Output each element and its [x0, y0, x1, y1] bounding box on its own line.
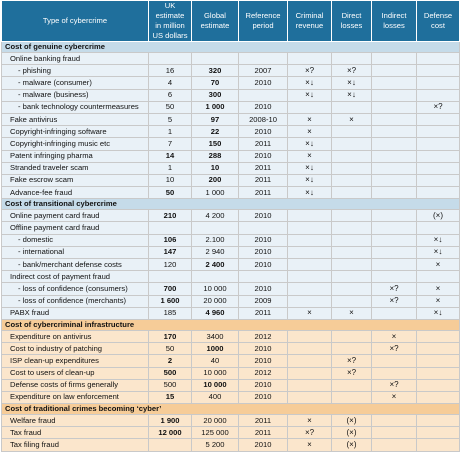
- cell-period: 2008-10: [239, 113, 288, 125]
- row-label: Expenditure on antivirus: [2, 330, 149, 342]
- cell-indirect: [372, 234, 417, 246]
- cell-criminal: [288, 391, 332, 403]
- cell-defense: [417, 391, 460, 403]
- cell-period: [239, 222, 288, 234]
- row-label: Defense costs of firms generally: [2, 379, 149, 391]
- cell-criminal: [288, 355, 332, 367]
- cell-direct: [332, 138, 372, 150]
- cell-direct: (×): [332, 415, 372, 427]
- cell-criminal: [288, 283, 332, 295]
- cell-uk: 1: [149, 162, 192, 174]
- cell-defense: ×↓: [417, 234, 460, 246]
- header-uk-estimate: UK estimate in million US dollars: [149, 1, 192, 42]
- row-label: - loss of confidence (merchants): [2, 295, 149, 307]
- cell-global: 2 400: [192, 259, 239, 271]
- cell-global: 4 960: [192, 307, 239, 319]
- cell-criminal: ×?: [288, 427, 332, 439]
- cell-defense: ×?: [417, 101, 460, 113]
- cell-criminal: [288, 101, 332, 113]
- cell-uk: 50: [149, 187, 192, 199]
- cell-period: [239, 89, 288, 101]
- row-label: - malware (consumer): [2, 77, 149, 89]
- cell-defense: [417, 439, 460, 451]
- cell-criminal: [288, 330, 332, 342]
- table-row: [2, 101, 460, 113]
- cell-global: 288: [192, 150, 239, 162]
- cell-indirect: ×?: [372, 343, 417, 355]
- cell-direct: [332, 53, 372, 65]
- cell-global: 150: [192, 138, 239, 150]
- section-title: Cost of genuine cybercrime: [2, 42, 460, 53]
- cell-period: 2010: [239, 343, 288, 355]
- cell-defense: [417, 343, 460, 355]
- cell-uk: 185: [149, 307, 192, 319]
- section-title: Cost of traditional crimes becoming ‘cyber’: [2, 404, 460, 415]
- header-defense-cost: Defense cost: [417, 1, 460, 42]
- cell-global: [192, 53, 239, 65]
- cell-uk: 6: [149, 89, 192, 101]
- cell-direct: [332, 150, 372, 162]
- table-row: [2, 259, 460, 271]
- cell-direct: [332, 330, 372, 342]
- table-row: [2, 271, 460, 283]
- cell-period: 2010: [239, 101, 288, 113]
- cell-direct: ×: [332, 113, 372, 125]
- cell-period: 2007: [239, 65, 288, 77]
- table-row: [2, 65, 460, 77]
- cell-criminal: ×↓: [288, 187, 332, 199]
- cell-defense: [417, 138, 460, 150]
- table-row: [2, 138, 460, 150]
- table-row: [2, 53, 460, 65]
- row-label: - phishing: [2, 65, 149, 77]
- row-label: Online banking fraud: [2, 53, 149, 65]
- cell-indirect: [372, 415, 417, 427]
- row-label: - international: [2, 246, 149, 258]
- cell-period: 2010: [239, 210, 288, 222]
- cell-period: 2011: [239, 427, 288, 439]
- cell-uk: 5: [149, 113, 192, 125]
- cell-uk: 12 000: [149, 427, 192, 439]
- cell-uk: 1 600: [149, 295, 192, 307]
- cell-criminal: [288, 234, 332, 246]
- header-reference-period: Reference period: [239, 1, 288, 42]
- row-label: Fake antivirus: [2, 113, 149, 125]
- cell-period: 2010: [239, 77, 288, 89]
- cell-direct: [332, 234, 372, 246]
- row-label: - bank technology countermeasures: [2, 101, 149, 113]
- table-row: [2, 222, 460, 234]
- cell-indirect: [372, 89, 417, 101]
- cell-criminal: ×: [288, 113, 332, 125]
- table-row: [2, 246, 460, 258]
- cell-criminal: [288, 295, 332, 307]
- cell-period: [239, 271, 288, 283]
- table-row: [2, 427, 460, 439]
- row-label: Cost to users of clean-up: [2, 367, 149, 379]
- table-body: [2, 42, 460, 452]
- cell-direct: [332, 187, 372, 199]
- row-label: Copyright-infringing software: [2, 126, 149, 138]
- row-label: Tax filing fraud: [2, 439, 149, 451]
- cell-criminal: [288, 53, 332, 65]
- cell-direct: [332, 295, 372, 307]
- cell-period: 2009: [239, 295, 288, 307]
- cell-period: 2010: [239, 150, 288, 162]
- cell-uk: 120: [149, 259, 192, 271]
- cell-defense: [417, 65, 460, 77]
- cell-period: 2010: [239, 355, 288, 367]
- table-row: [2, 307, 460, 319]
- cell-criminal: ×↓: [288, 138, 332, 150]
- cell-global: 10 000: [192, 379, 239, 391]
- cell-criminal: ×↓: [288, 162, 332, 174]
- cell-defense: ×: [417, 283, 460, 295]
- cell-indirect: ×?: [372, 379, 417, 391]
- cell-global: [192, 271, 239, 283]
- cell-defense: [417, 427, 460, 439]
- cell-indirect: ×?: [372, 283, 417, 295]
- header-indirect-losses: Indirect losses: [372, 1, 417, 42]
- table-row: [2, 89, 460, 101]
- cell-direct: [332, 126, 372, 138]
- cell-criminal: [288, 367, 332, 379]
- cell-indirect: [372, 150, 417, 162]
- table-row: [2, 330, 460, 342]
- cell-indirect: [372, 77, 417, 89]
- row-label: Cost to industry of patching: [2, 343, 149, 355]
- row-label: Copyright-infringing music etc: [2, 138, 149, 150]
- cell-global: 20 000: [192, 295, 239, 307]
- section-header-row: [2, 319, 460, 330]
- cell-indirect: [372, 307, 417, 319]
- cell-direct: [332, 174, 372, 186]
- cell-direct: ×?: [332, 65, 372, 77]
- cell-uk: 15: [149, 391, 192, 403]
- cell-defense: [417, 174, 460, 186]
- cell-global: 10 000: [192, 367, 239, 379]
- cell-uk: [149, 271, 192, 283]
- cell-period: 2010: [239, 126, 288, 138]
- cell-defense: [417, 187, 460, 199]
- row-label: - loss of confidence (consumers): [2, 283, 149, 295]
- cell-defense: [417, 271, 460, 283]
- cell-indirect: [372, 271, 417, 283]
- cell-period: 2010: [239, 379, 288, 391]
- cell-period: [239, 53, 288, 65]
- cell-indirect: [372, 259, 417, 271]
- cell-uk: [149, 439, 192, 451]
- row-label: ISP clean-up expenditures: [2, 355, 149, 367]
- table-row: [2, 295, 460, 307]
- row-label: - malware (business): [2, 89, 149, 101]
- cell-direct: (×): [332, 439, 372, 451]
- table-row: [2, 174, 460, 186]
- cell-period: 2010: [239, 439, 288, 451]
- table-row: [2, 367, 460, 379]
- cell-criminal: ×: [288, 415, 332, 427]
- section-title: Cost of transitional cybercrime: [2, 199, 460, 210]
- row-label: - bank/merchant defense costs: [2, 259, 149, 271]
- table-row: [2, 391, 460, 403]
- cell-direct: ×↓: [332, 89, 372, 101]
- cell-global: 4 200: [192, 210, 239, 222]
- cell-period: 2010: [239, 259, 288, 271]
- cell-global: 20 000: [192, 415, 239, 427]
- cell-uk: [149, 222, 192, 234]
- cell-global: [192, 222, 239, 234]
- cell-indirect: [372, 138, 417, 150]
- cell-period: 2010: [239, 246, 288, 258]
- cell-uk: 1 900: [149, 415, 192, 427]
- cell-indirect: [372, 222, 417, 234]
- row-label: Fake escrow scam: [2, 174, 149, 186]
- cybercrime-cost-table-container: [1, 0, 459, 452]
- row-label: Welfare fraud: [2, 415, 149, 427]
- cell-direct: ×?: [332, 367, 372, 379]
- cell-uk: 700: [149, 283, 192, 295]
- cell-uk: 500: [149, 379, 192, 391]
- cell-indirect: [372, 187, 417, 199]
- cell-direct: ×↓: [332, 77, 372, 89]
- cell-uk: 170: [149, 330, 192, 342]
- cell-criminal: ×: [288, 150, 332, 162]
- row-label: Advance-fee fraud: [2, 187, 149, 199]
- cell-uk: 14: [149, 150, 192, 162]
- cell-defense: [417, 222, 460, 234]
- cell-global: 10: [192, 162, 239, 174]
- cell-defense: [417, 89, 460, 101]
- cell-criminal: [288, 259, 332, 271]
- cell-indirect: [372, 65, 417, 77]
- cell-global: 3400: [192, 330, 239, 342]
- cell-direct: [332, 222, 372, 234]
- cell-indirect: [372, 367, 417, 379]
- cell-global: 2.100: [192, 234, 239, 246]
- cell-uk: [149, 53, 192, 65]
- cell-defense: ×: [417, 295, 460, 307]
- cell-defense: [417, 379, 460, 391]
- section-header-row: [2, 404, 460, 415]
- cell-direct: [332, 283, 372, 295]
- cell-global: 97: [192, 113, 239, 125]
- cell-criminal: ×: [288, 307, 332, 319]
- cell-defense: [417, 126, 460, 138]
- cell-uk: 210: [149, 210, 192, 222]
- cell-criminal: [288, 246, 332, 258]
- cell-period: 2011: [239, 162, 288, 174]
- cell-indirect: [372, 113, 417, 125]
- cell-defense: (×): [417, 210, 460, 222]
- cell-indirect: ×?: [372, 295, 417, 307]
- cell-direct: [332, 391, 372, 403]
- cell-period: 2010: [239, 391, 288, 403]
- cell-direct: [332, 259, 372, 271]
- cell-defense: [417, 162, 460, 174]
- cell-defense: ×↓: [417, 307, 460, 319]
- cell-global: 320: [192, 65, 239, 77]
- cell-global: 2 940: [192, 246, 239, 258]
- cell-global: 5 200: [192, 439, 239, 451]
- cell-global: 400: [192, 391, 239, 403]
- table-row: [2, 283, 460, 295]
- header-criminal-revenue: Criminal revenue: [288, 1, 332, 42]
- cell-criminal: ×↓: [288, 89, 332, 101]
- cell-global: 300: [192, 89, 239, 101]
- row-label: Tax fraud: [2, 427, 149, 439]
- cell-global: 22: [192, 126, 239, 138]
- cell-uk: 50: [149, 101, 192, 113]
- cell-indirect: ×: [372, 391, 417, 403]
- cell-period: 2011: [239, 174, 288, 186]
- cell-indirect: [372, 210, 417, 222]
- table-row: [2, 77, 460, 89]
- row-label: PABX fraud: [2, 307, 149, 319]
- header-direct-losses: Direct losses: [332, 1, 372, 42]
- cell-direct: [332, 343, 372, 355]
- cell-global: 200: [192, 174, 239, 186]
- row-label: Offline payment card fraud: [2, 222, 149, 234]
- cell-defense: [417, 367, 460, 379]
- cell-direct: [332, 210, 372, 222]
- cell-period: 2011: [239, 415, 288, 427]
- cell-global: 125 000: [192, 427, 239, 439]
- table-row: [2, 439, 460, 451]
- cell-uk: 147: [149, 246, 192, 258]
- cell-defense: [417, 77, 460, 89]
- cell-criminal: ×: [288, 439, 332, 451]
- cell-defense: [417, 150, 460, 162]
- cell-direct: [332, 162, 372, 174]
- section-header-row: [2, 42, 460, 53]
- cell-direct: (×): [332, 427, 372, 439]
- cell-indirect: [372, 101, 417, 113]
- cell-global: 10 000: [192, 283, 239, 295]
- header-global-estimate: Global estimate: [192, 1, 239, 42]
- cell-uk: 500: [149, 367, 192, 379]
- cell-uk: 1: [149, 126, 192, 138]
- cell-global: 70: [192, 77, 239, 89]
- cell-criminal: ×↓: [288, 77, 332, 89]
- cell-criminal: ×?: [288, 65, 332, 77]
- cell-defense: ×: [417, 259, 460, 271]
- row-label: Expenditure on law enforcement: [2, 391, 149, 403]
- cell-direct: ×?: [332, 355, 372, 367]
- cell-global: 1000: [192, 343, 239, 355]
- header-type: Type of cybercrime: [2, 1, 149, 42]
- table-row: [2, 113, 460, 125]
- table-row: [2, 343, 460, 355]
- cell-indirect: [372, 427, 417, 439]
- cell-global: 1 000: [192, 101, 239, 113]
- cell-indirect: ×: [372, 330, 417, 342]
- table-row: [2, 379, 460, 391]
- cell-criminal: [288, 271, 332, 283]
- table-row: [2, 126, 460, 138]
- row-label: Stranded traveler scam: [2, 162, 149, 174]
- cell-indirect: [372, 53, 417, 65]
- cell-criminal: [288, 379, 332, 391]
- cell-defense: [417, 355, 460, 367]
- row-label: Patent infringing pharma: [2, 150, 149, 162]
- cell-defense: [417, 113, 460, 125]
- table-row: [2, 162, 460, 174]
- cell-criminal: ×: [288, 126, 332, 138]
- cell-global: 1 000: [192, 187, 239, 199]
- cell-indirect: [372, 246, 417, 258]
- section-header-row: [2, 199, 460, 210]
- cell-defense: [417, 415, 460, 427]
- cell-uk: 10: [149, 174, 192, 186]
- cell-direct: ×: [332, 307, 372, 319]
- cell-uk: 106: [149, 234, 192, 246]
- table-row: [2, 150, 460, 162]
- row-label: Online payment card fraud: [2, 210, 149, 222]
- cell-period: 2011: [239, 138, 288, 150]
- cell-uk: 16: [149, 65, 192, 77]
- cell-direct: [332, 101, 372, 113]
- section-title: Cost of cybercriminal infrastructure: [2, 319, 460, 330]
- cell-uk: 2: [149, 355, 192, 367]
- cell-defense: [417, 53, 460, 65]
- cell-uk: 50: [149, 343, 192, 355]
- cell-direct: [332, 379, 372, 391]
- cell-indirect: [372, 355, 417, 367]
- cell-direct: [332, 246, 372, 258]
- cell-defense: ×↓: [417, 246, 460, 258]
- cell-indirect: [372, 439, 417, 451]
- cell-period: 2010: [239, 283, 288, 295]
- table-row: [2, 234, 460, 246]
- cell-indirect: [372, 126, 417, 138]
- cell-defense: [417, 330, 460, 342]
- cell-indirect: [372, 162, 417, 174]
- cell-criminal: ×↓: [288, 174, 332, 186]
- cell-period: 2011: [239, 307, 288, 319]
- cell-uk: 7: [149, 138, 192, 150]
- row-label: Indirect cost of payment fraud: [2, 271, 149, 283]
- table-row: [2, 355, 460, 367]
- cell-period: 2012: [239, 367, 288, 379]
- table-row: [2, 415, 460, 427]
- cell-uk: 4: [149, 77, 192, 89]
- cell-criminal: [288, 343, 332, 355]
- cell-indirect: [372, 174, 417, 186]
- cell-criminal: [288, 210, 332, 222]
- cybercrime-cost-table: [1, 0, 460, 452]
- cell-period: 2010: [239, 234, 288, 246]
- cell-period: 2011: [239, 187, 288, 199]
- table-header-row: [2, 1, 460, 42]
- cell-criminal: [288, 222, 332, 234]
- cell-global: 40: [192, 355, 239, 367]
- cell-period: 2012: [239, 330, 288, 342]
- table-row: [2, 210, 460, 222]
- cell-direct: [332, 271, 372, 283]
- table-row: [2, 187, 460, 199]
- row-label: - domestic: [2, 234, 149, 246]
